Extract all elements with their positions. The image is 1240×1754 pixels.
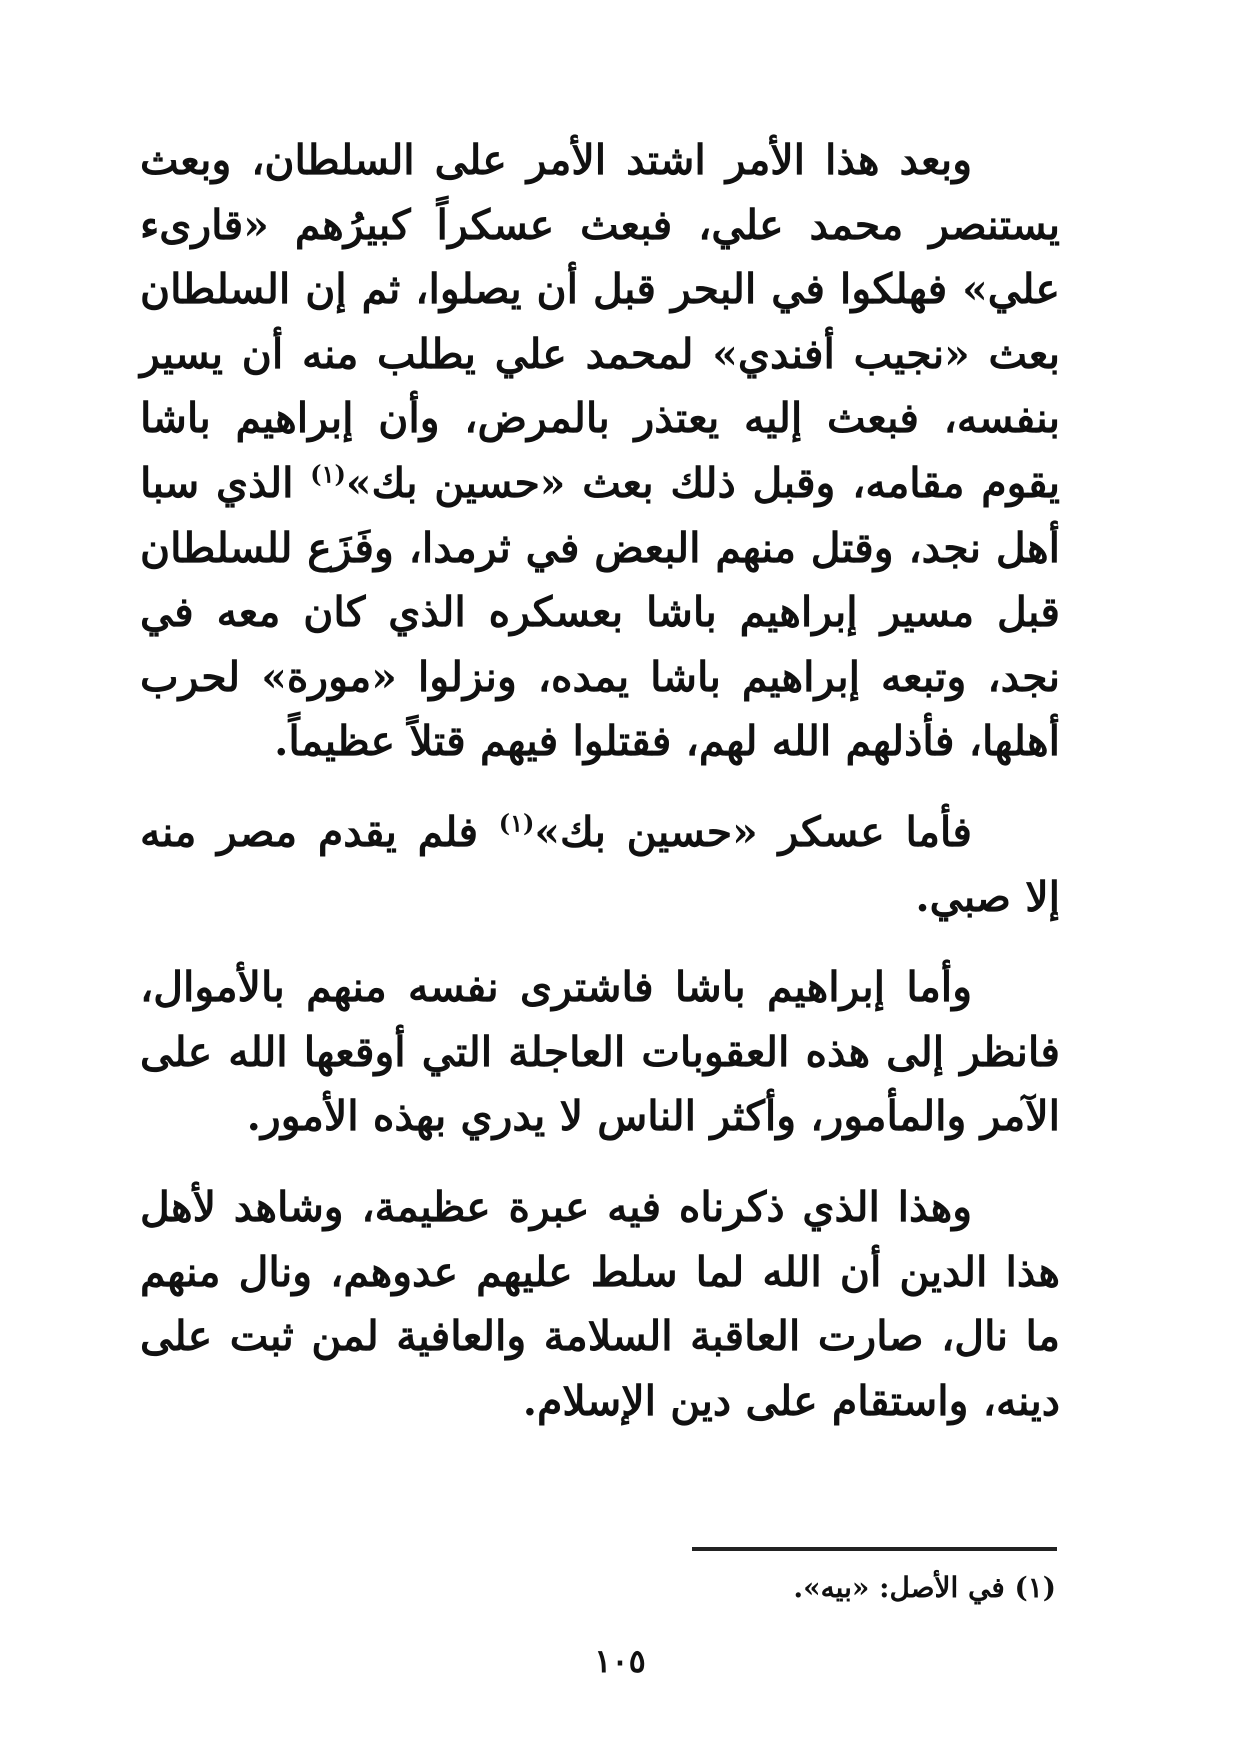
paragraph-1-text-b: الذي سبا أهل نجد، وقتل منهم البعض في ثرمدا، وفَزَع للسلطان قبل مسير إبراهيم باشا بعسكره الذي كان معه في نجد، وتبعه إبراهيم باشا يمده، ونزلوا «مورة» لحرب أهلها، فأذلهم الله لهم، فقتلوا فيهم قتلاً عظيماً. bbox=[140, 458, 1060, 766]
paragraph-2-text-b: فلم يقدم مصر منه إلا صبي. bbox=[140, 807, 1060, 921]
paragraph-1 bbox=[140, 128, 1060, 774]
paragraph-4: وهذا الذي ذكرناه فيه عبرة عظيمة، وشاهد لأهل هذا الدين أن الله لما سلط عليهم عدوهم، ونال منهم ما نال، صارت العاقبة السلامة والعافية لمن ثبت على دينه، واستقام على دين الإسلام. bbox=[140, 1182, 1060, 1425]
paragraph-2-text-a: فأما عسكر «حسين بك» bbox=[534, 807, 972, 856]
footnote-reference: (١) bbox=[498, 808, 535, 838]
page-number: ١٠٥ bbox=[594, 1642, 646, 1680]
footnote-reference: (١) bbox=[310, 459, 346, 489]
paragraph-1-text-a: وبعد هذا الأمر اشتد الأمر على السلطان، وبعث يستنصر محمد علي، فبعث عسكراً كبيرُهم «قارىء علي» فهلكوا في البحر قبل أن يصلوا، ثم إن السلطان بعث «نجيب أفندي» لمحمد علي يطلب منه أن يسير بنفسه، فبعث إليه يعتذر بالمرض، وأن إبراهيم باشا يقوم مقامه، وقبل ذلك بعث «حسين بك» bbox=[140, 136, 1060, 507]
footnote: (١) في الأصل: «بيه». bbox=[793, 1571, 1056, 1604]
footnote-divider bbox=[692, 1547, 1057, 1551]
paragraph-3: وأما إبراهيم باشا فاشترى نفسه منهم بالأموال، فانظر إلى هذه العقوبات العاجلة التي أوقعها الله على الآمر والمأمور، وأكثر الناس لا يدري بهذه الأمور. bbox=[140, 963, 1060, 1141]
paragraph-2 bbox=[140, 800, 1060, 929]
main-text bbox=[140, 128, 1060, 1433]
